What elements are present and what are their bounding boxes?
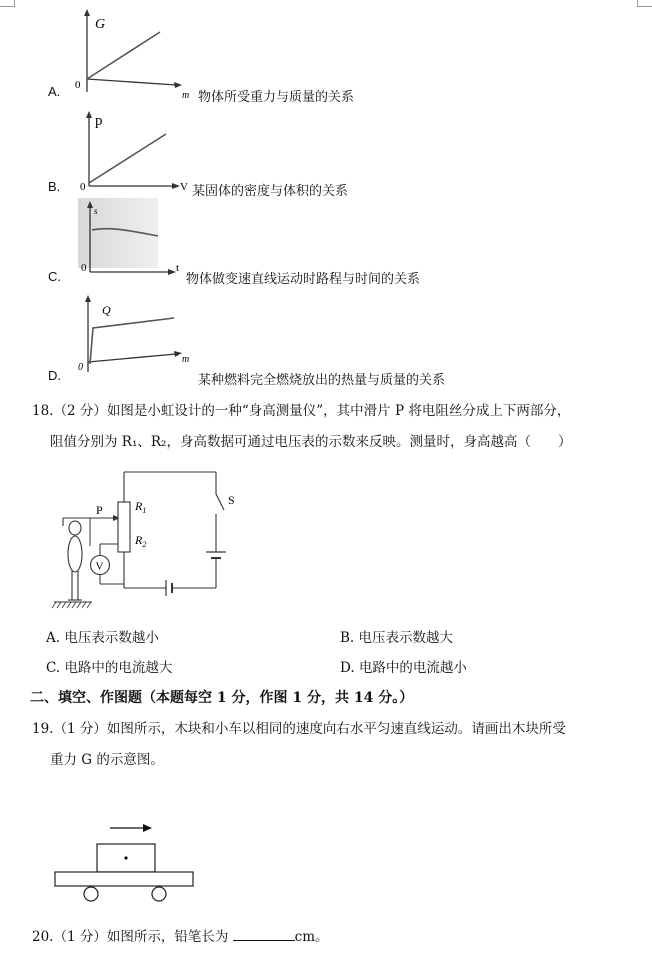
slider-p-label: P [96,503,103,517]
q18-option-d[interactable]: D. 电路中的电流越小 [340,660,467,676]
switch-label: S [228,493,235,507]
q18-stem-line-2: 阻值分别为 R₁、R₂，身高数据可通过电压表的示数来反映。测量时，身高越高（ ） [50,434,572,450]
person-figure [68,521,82,600]
q17-option-c-graph [76,198,188,286]
q17-c-x-label: t [176,262,180,274]
switch-s [216,494,224,510]
q17-option-b-caption: 某固体的密度与体积的关系 [192,184,349,199]
q17-a-y-label: G [95,17,106,32]
voltmeter-label: V [95,560,104,573]
q18-option-b[interactable]: B. 电压表示数越大 [340,630,454,646]
q18-option-c[interactable]: C. 电路中的电流越大 [46,660,173,676]
q17-option-a-letter: A. [48,84,61,99]
q17-option-b-graph [78,108,188,194]
q17-b-y-label: p [95,113,103,129]
cart-body [55,872,193,886]
q17-option-c-caption: 物体做变速直线运动时路程与时间的关系 [186,272,421,287]
page-corner-mark-right [637,0,652,7]
q17-option-d-graph [76,292,200,378]
cart-wheel-right [152,887,166,901]
q17-b-origin: 0 [80,181,86,193]
q18-option-a[interactable]: A. 电压表示数越小 [46,630,159,646]
section-2-title: 二、填空、作图题（本题每空 1 分，作图 1 分，共 14 分。） [30,690,414,706]
q19-stem-line-1: 19.（1 分）如图所示，木块和小车以相同的速度向右水平匀速直线运动。请画出木块所受 [32,721,566,737]
q20-stem: 20.（1 分）如图所示，铅笔长为 cm。 [32,926,329,948]
q17-a-x-label: m [182,90,190,98]
q19-stem-line-2: 重力 G 的示意图。 [50,752,164,768]
q17-a-origin: 0 [75,79,81,91]
q18-stem-line-1: 18.（2 分）如图是小虹设计的一种“身高测量仪”，其中滑片 P 将电阻丝分成上下两部分， [32,403,571,419]
resistor-r1-label: $R_1$ [135,499,147,515]
q18-circuit-diagram [48,466,248,612]
q17-c-origin: 0 [81,262,87,274]
resistor-r2-label: $R_2$ [135,533,147,549]
q17-d-origin: 0 [78,362,83,373]
cart-wheel-left [84,887,98,901]
q17-b-x-label: V [180,181,188,193]
q17-d-x-label: m [182,354,190,365]
q17-option-a-caption: 物体所受重力与质量的关系 [198,90,355,105]
q17-option-d-caption: 某种燃料完全燃烧放出的热量与质量的关系 [198,373,446,388]
q17-d-y-label: Q [102,303,111,317]
q17-option-d-letter: D. [48,368,61,383]
q19-cart-diagram [50,818,210,910]
q17-option-c-letter: C. [48,269,61,284]
page-corner-mark-left [0,0,15,7]
resistor-r1-r2 [118,502,130,552]
q17-option-a-graph [72,6,192,98]
block-center-point [124,856,127,859]
q17-c-y-label: s [94,206,98,216]
q17-option-b-letter: B. [48,179,61,194]
q20-answer-blank[interactable] [233,926,295,941]
